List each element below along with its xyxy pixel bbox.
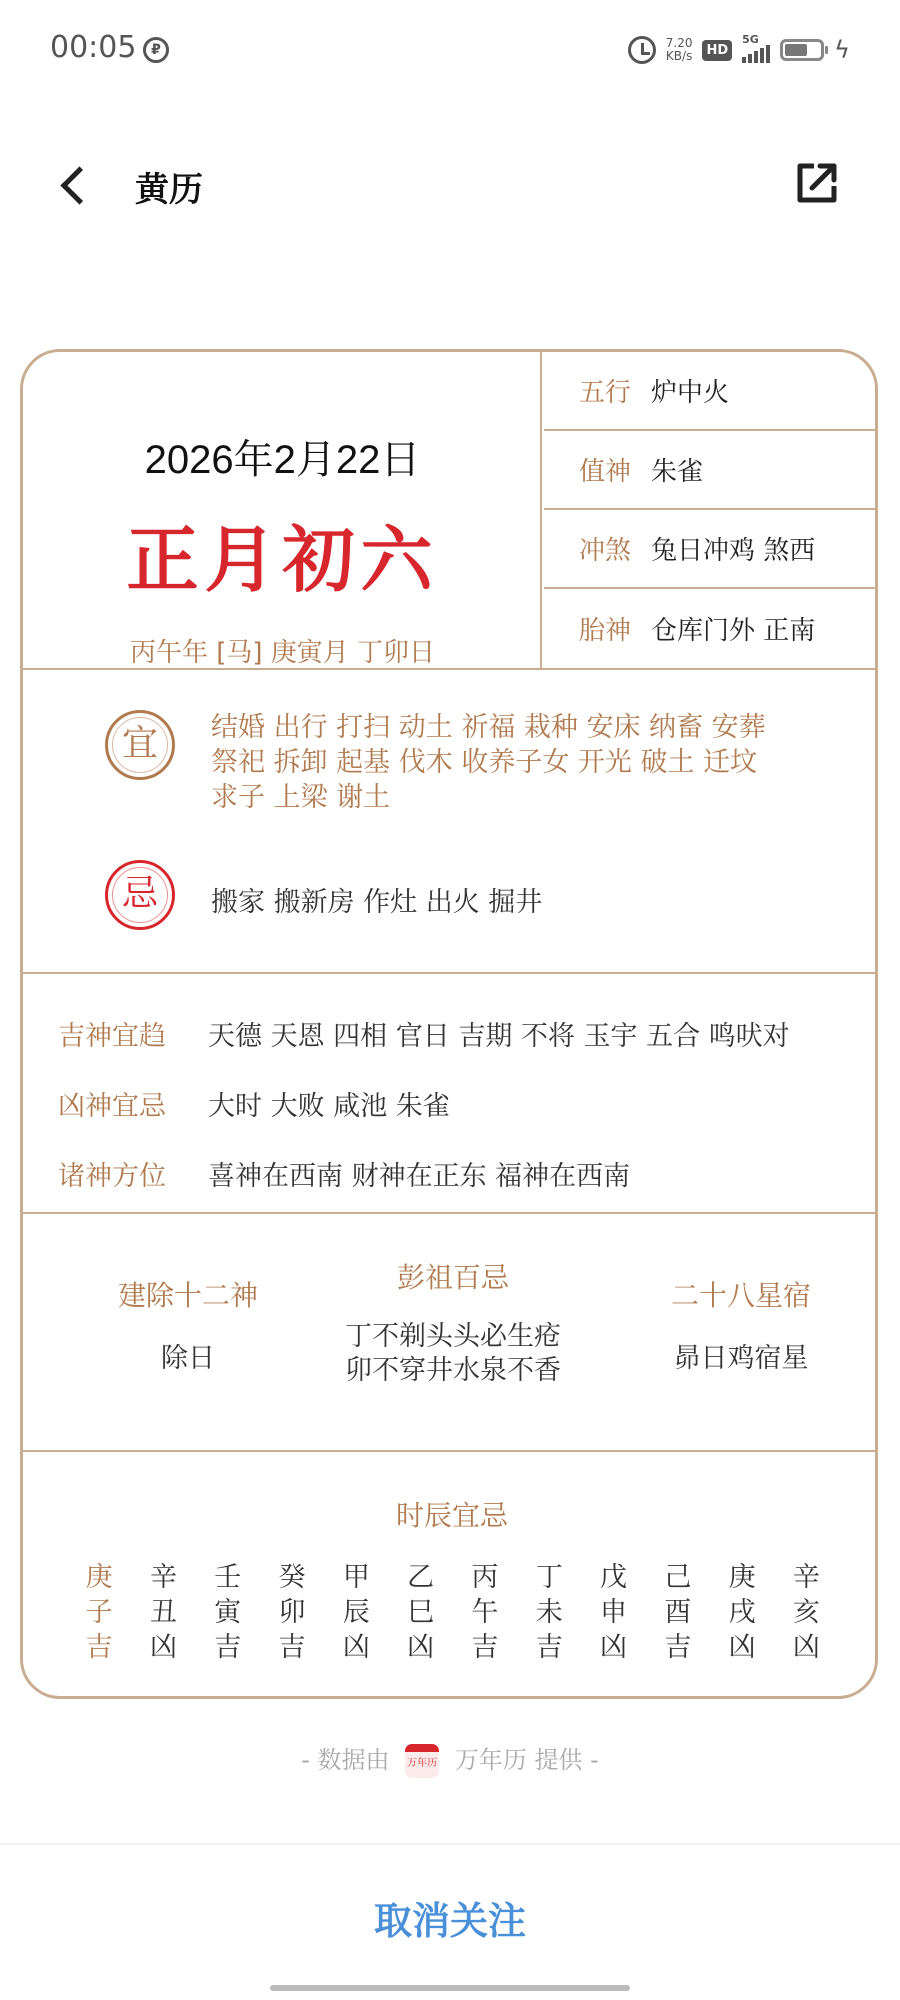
info-label: 五行 [579, 378, 632, 408]
unfollow-button[interactable]: 取消关注 [373, 1899, 526, 1943]
info-label: 胎神 [579, 616, 632, 646]
solar-date: 2026年2月22日 [144, 438, 421, 482]
network-speed [666, 37, 693, 63]
info-row-wuxing [544, 352, 878, 431]
jianchu-label: 建除十二神 [117, 1279, 258, 1312]
status-icons [628, 34, 850, 66]
info-value: 仓库门外 正南 [651, 616, 816, 646]
info-value: 兔日冲鸡 煞西 [651, 536, 816, 566]
lunar-date: 正月初六 [126, 518, 439, 602]
hour-stem: 壬 [214, 1562, 242, 1593]
yi-line: 祭祀 拆卸 起基 伐木 收养子女 开光 破土 迁坟 [211, 747, 758, 778]
data-source [0, 1740, 900, 1778]
source-app-name: 万年历 [454, 1746, 527, 1774]
hour-luck: 凶 [149, 1632, 177, 1663]
hour-stem: 己 [664, 1562, 692, 1593]
hour-branch: 戌 [728, 1597, 756, 1628]
ganzhi-date: 丙午年 [马] 庚寅月 丁卯日 [129, 638, 436, 668]
ji-icon: 忌 [105, 860, 175, 930]
shen-row-xiongshen [58, 1084, 450, 1123]
hour-luck: 凶 [600, 1632, 628, 1663]
hour-column [324, 1560, 388, 1665]
hour-luck: 吉 [664, 1632, 692, 1663]
info-label: 冲煞 [579, 536, 632, 566]
shen-section [23, 974, 878, 1214]
hour-branch: 亥 [792, 1597, 820, 1628]
info-row-taishen [544, 589, 878, 668]
hour-column [646, 1560, 710, 1665]
hour-column [388, 1560, 452, 1665]
hour-title: 时辰宜忌 [395, 1499, 508, 1532]
xingxiu-value: 昴日鸡宿星 [673, 1343, 809, 1374]
hour-luck: 吉 [278, 1632, 306, 1663]
yi-icon: 宜 [105, 710, 175, 780]
yi-line: 结婚 出行 打扫 动土 祈福 栽种 安床 纳畜 安葬 [211, 712, 766, 743]
hour-branch: 未 [535, 1597, 563, 1628]
shen-row-fangwei [58, 1154, 630, 1193]
share-button[interactable] [792, 158, 842, 208]
info-list [544, 352, 878, 668]
status-bar [0, 0, 900, 100]
shen-label: 吉神宜趋 [58, 1021, 166, 1052]
hour-branch: 申 [600, 1597, 628, 1628]
hour-luck: 凶 [342, 1632, 370, 1663]
hour-branch: 辰 [342, 1597, 370, 1628]
hour-column [581, 1560, 645, 1665]
hour-stem: 乙 [407, 1562, 435, 1593]
hour-grid [67, 1560, 839, 1665]
hour-stem: 戊 [600, 1562, 628, 1593]
ji-list: 搬家 搬新房 作灶 出火 掘井 [211, 887, 543, 918]
info-label: 值神 [579, 457, 632, 487]
page-title: 黄历 [135, 170, 203, 210]
shen-value: 天德 天恩 四相 官日 吉期 不将 玉宇 五合 鸣吠对 [208, 1021, 790, 1052]
hour-stem: 庚 [85, 1562, 113, 1593]
hour-stem: 丁 [535, 1562, 563, 1593]
hour-luck: 凶 [407, 1632, 435, 1663]
jianchu-value: 除日 [161, 1343, 215, 1374]
pengzu-column [323, 1256, 583, 1388]
hour-luck: 吉 [535, 1632, 563, 1663]
yi-list [211, 710, 851, 815]
source-suffix: 提供 - [534, 1746, 599, 1774]
source-prefix: - 数据由 [301, 1746, 390, 1774]
hour-luck: 吉 [214, 1632, 242, 1663]
three-column-section [23, 1214, 878, 1452]
hour-column [453, 1560, 517, 1665]
hour-branch: 卯 [278, 1597, 306, 1628]
date-section [23, 352, 878, 670]
app-header [0, 140, 900, 230]
hour-stem: 庚 [728, 1562, 756, 1593]
pengzu-line: 卯不穿井水泉不香 [345, 1355, 561, 1386]
hour-section [23, 1452, 878, 1699]
hour-branch: 酉 [664, 1597, 692, 1628]
pengzu-line: 丁不剃头头必生疮 [345, 1321, 561, 1352]
hour-branch: 午 [471, 1597, 499, 1628]
hour-column [517, 1560, 581, 1665]
yi-ji-section [23, 670, 878, 974]
hour-column [196, 1560, 260, 1665]
info-value: 炉中火 [651, 378, 730, 408]
network-speed-unit: KB/s [665, 49, 693, 63]
home-indicator[interactable] [270, 1985, 630, 1991]
hour-stem: 丙 [471, 1562, 499, 1593]
network-speed-value: 7.20 [665, 36, 693, 50]
hour-column [774, 1560, 838, 1665]
back-button[interactable] [48, 158, 98, 208]
xingxiu-label: 二十八星宿 [670, 1279, 811, 1312]
jianchu-column [78, 1274, 298, 1376]
charging-icon: ϟ [834, 36, 850, 64]
info-row-zhishen [544, 431, 878, 510]
hour-luck: 凶 [728, 1632, 756, 1663]
hour-branch: 寅 [214, 1597, 242, 1628]
hour-stem: 甲 [342, 1562, 370, 1593]
status-time: 00:05 [50, 30, 137, 65]
hour-stem: 辛 [792, 1562, 820, 1593]
shen-value: 喜神在西南 财神在正东 福神在西南 [208, 1161, 631, 1192]
info-row-chongsha [544, 510, 878, 589]
footer-divider [0, 1843, 900, 1845]
hour-column [710, 1560, 774, 1665]
hd-icon: HD [702, 40, 732, 61]
xingxiu-column [631, 1274, 851, 1376]
shen-row-jishen [58, 1014, 790, 1053]
battery-icon [780, 39, 824, 61]
date-panel [23, 352, 542, 668]
almanac-card [20, 349, 878, 1699]
calendar-app-logo-icon: 万年历 [405, 1744, 439, 1778]
hour-luck: 吉 [85, 1632, 113, 1663]
hour-luck: 凶 [792, 1632, 820, 1663]
hour-column [260, 1560, 324, 1665]
info-value: 朱雀 [651, 457, 704, 487]
hour-branch: 丑 [149, 1597, 177, 1628]
hour-branch: 子 [85, 1597, 113, 1628]
hour-branch: 巳 [407, 1597, 435, 1628]
yi-line: 求子 上梁 谢土 [211, 782, 391, 813]
shen-value: 大时 大败 咸池 朱雀 [208, 1091, 450, 1122]
hour-column [67, 1560, 131, 1665]
signal-icon [742, 33, 770, 63]
network-type: 5G [742, 33, 759, 46]
notification-app-icon: ₽ [143, 37, 169, 63]
alarm-icon [628, 36, 656, 64]
pengzu-label: 彭祖百忌 [396, 1261, 509, 1294]
share-icon [792, 158, 842, 208]
hour-column [131, 1560, 195, 1665]
hour-stem: 辛 [149, 1562, 177, 1593]
hour-stem: 癸 [278, 1562, 306, 1593]
hour-luck: 吉 [471, 1632, 499, 1663]
shen-label: 凶神宜忌 [58, 1091, 166, 1122]
shen-label: 诸神方位 [58, 1161, 166, 1192]
